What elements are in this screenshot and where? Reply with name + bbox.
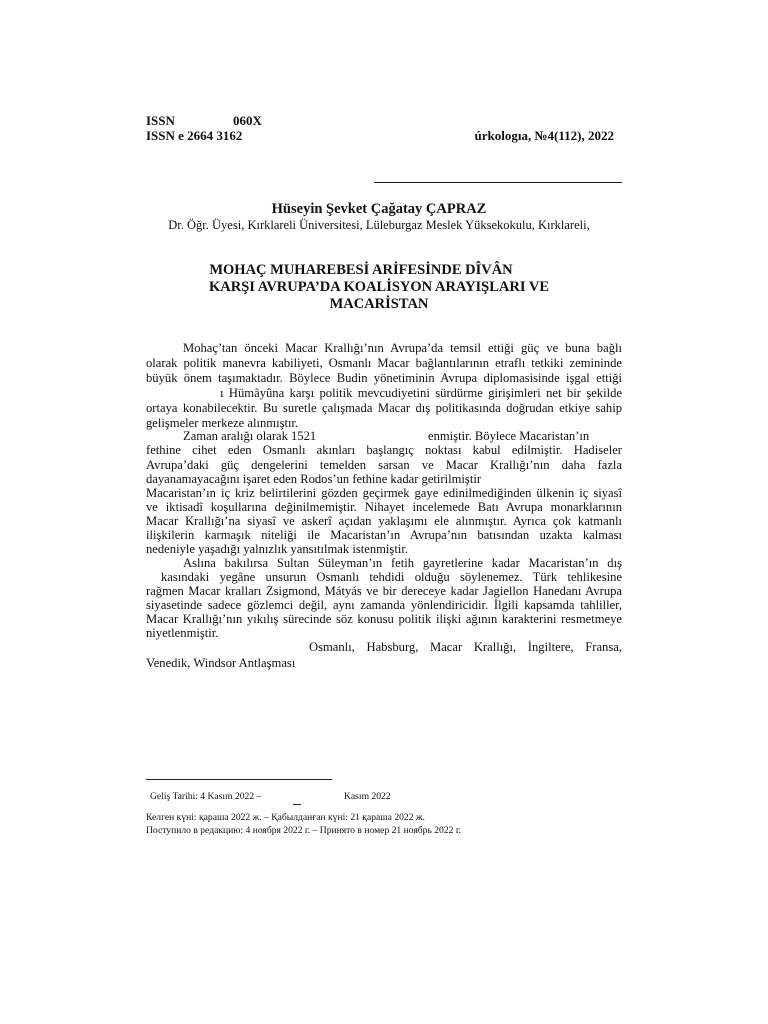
title-line-2: KARŞI AVRUPA’DA KOALİSYON ARAYIŞLARI VE: [208, 279, 550, 295]
received-date-tr: Geliş Tarihi: 4 Kasım 2022 –: [150, 791, 262, 802]
footnote-dash: [293, 804, 301, 805]
abstract-p2-line-1a: Zaman aralığı olarak 1521: [183, 429, 317, 443]
author-affiliation: Dr. Öğr. Üyesi, Kırklareli Üniversitesi, Lüleburgaz Meslek Yüksekokulu, Kırklareli,: [168, 218, 590, 232]
abstract-p3-line-3: rağmen Macar kralları Zsigmond, Mátyás ve bir dereceye kadar Jagiellon Hanedanı Avrupa: [146, 584, 622, 598]
abstract-p3-line-5: Macar Krallığı’nın yıkılış sürecinde söz konusu politik ilişki ağının karakterini resmetmeye: [146, 612, 622, 626]
abstract-p2-line-2: fethine cihet eden Osmanlı akınları başlangıç noktası kabul edilmiştir. Hadiseler: [146, 443, 622, 457]
journal-issue: úrkologıa, №4(112), 2022: [474, 128, 614, 143]
accepted-date-tr: Kasım 2022: [344, 791, 391, 802]
header-rule: [374, 182, 622, 183]
author-name: Hüseyin Şevket Çağatay ÇAPRAZ: [271, 201, 487, 217]
issn-print-label: ISSN: [146, 113, 175, 128]
issn-electronic: ISSN e 2664 3162: [146, 128, 243, 143]
abstract-p3-line-6: niyetlenmiştir.: [146, 626, 219, 640]
keywords-line-1: Osmanlı, Habsburg, Macar Krallığı, İngiltere, Fransa,: [309, 640, 622, 654]
abstract-p1-line-1: Mohaç’tan önceki Macar Krallığı’nın Avrupa’da temsil ettiği güç ve buna bağlı: [183, 341, 622, 355]
abstract-p2-line-5: Macaristan’ın iç kriz belirtilerini gözden geçirmek gaye edinilmediğinden ülkenin iç siyasî: [146, 486, 622, 500]
abstract-p1-line-6: gelişmeler merkeze alınmıştır.: [146, 416, 299, 430]
received-date-ru: Поступило в редакцию: 4 ноября 2022 г. – Принято в номер 21 ноябрь 2022 г.: [146, 825, 462, 836]
abstract-p2-line-8: ilişkilerin karmaşık niteliği ile Macaristan’ın Avrupa’nın batısından uzakta kalması: [146, 528, 622, 542]
abstract-p1-line-5: ortaya konabilecektir. Bu suretle çalışmada Macar dış politikasında doğrudan etkiye sahip: [146, 401, 622, 415]
title-line-1: MOHAÇ MUHAREBESİ ARİFESİNDE DÎVÂN: [209, 262, 513, 278]
abstract-p2-line-6: ve iktisadî koşullarına değinilmemiştir. Nihayet incelemede Batı Avrupa monarklarının: [146, 500, 622, 514]
abstract-p1-line-3: büyük önem taşımaktadır. Böylece Budin yönetiminin Avrupa diplomasisinde işgal ettiği: [146, 371, 622, 385]
article-title: [146, 262, 612, 313]
title-line-3: MACARİSTAN: [329, 296, 429, 312]
abstract-p2-line-9: nedeniyle yaşadığı yalnızlık yansıtılmak istenmiştir.: [146, 542, 408, 556]
keywords-line-2: Venedik, Windsor Antlaşması: [146, 656, 296, 670]
abstract-p2-line-4: dayanamayacağını işaret eden Rodos’un fethine kadar getirilmiştir: [146, 472, 482, 486]
abstract-p3-line-2: kasındaki yegâne unsurun Osmanlı tehdidi olduğu söylenemez. Türk tehlikesine: [161, 570, 622, 584]
abstract-p2-line-1b: enmiştir. Böylece Macaristan’ın: [428, 429, 590, 443]
abstract-p3-line-4: siyasetinde sadece gözlemci değil, aynı zamanda yönlendiricidir. İlgili kapsamda tahliller,: [146, 598, 622, 612]
abstract-p3-line-1: Aslına bakılırsa Sultan Süleyman’ın fetih gayretlerine kadar Macaristan’ın dış: [183, 556, 622, 570]
abstract-p2-line-3: Avrupa’daki güç dengelerini temelden sarsan ve Macar Krallığı’nın daha fazla: [146, 458, 622, 472]
abstract-p2-line-7: Macar Krallığı’na siyasî ve askerî açıdan yaklaşımı ele alınmıştır. Ayrıca çok katmanlı: [146, 514, 622, 528]
abstract-p1-line-2: olarak politik manevra kabiliyeti, Osmanlı Macar bağlantılarının etraflı tetkiki zemininde: [146, 356, 622, 370]
footnote-separator: [146, 779, 332, 780]
issn-print-number: 060X: [233, 113, 262, 128]
received-date-kz: Келген күні: қараша 2022 ж. – Қабылданған күні: 21 қараша 2022 ж.: [146, 812, 425, 823]
abstract-p1-line-4: ı Hümâyûna karşı politik mevcudiyetini sürdürme girişimleri net bir şekilde: [220, 386, 622, 400]
